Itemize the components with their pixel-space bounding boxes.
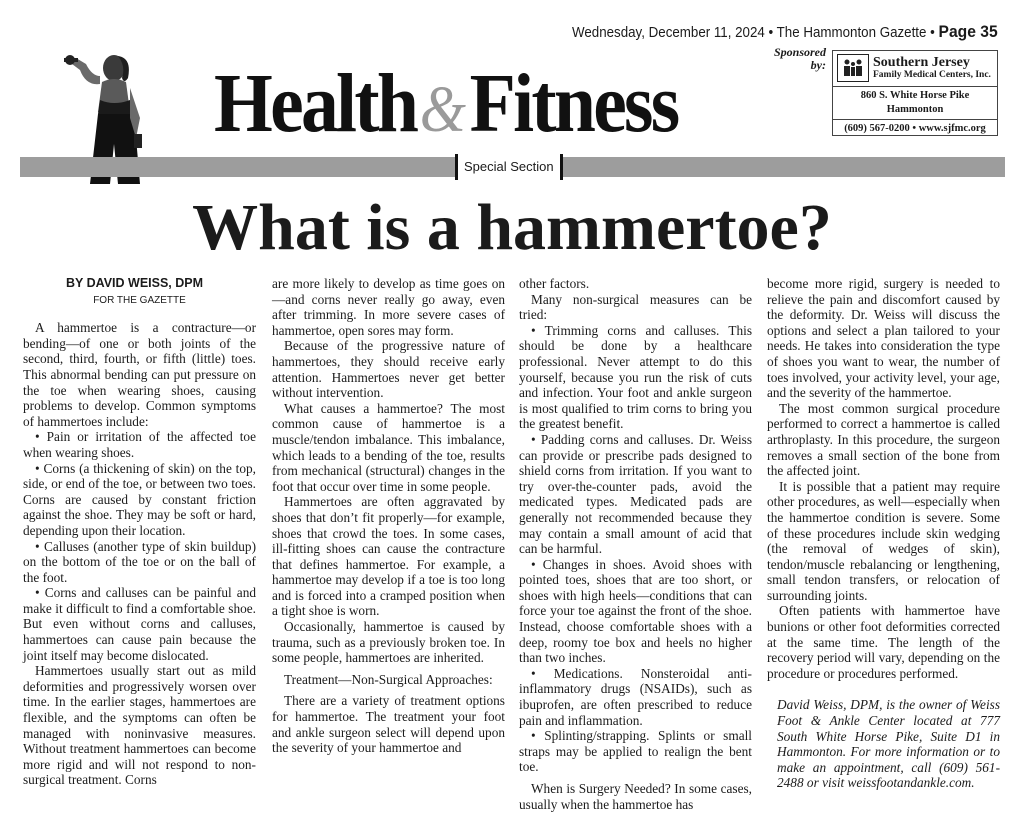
paragraph: become more rigid, surgery is needed to relieve the pain and discomfort caused by the deformity. Dr. Weiss will discuss the options and select a plan tailored to your needs. He takes into consideration the type of shoes you want to wear, the number of toes involved, your activity level, your age, and the severity of the hammertoe. [767,276,1000,401]
paragraph: Many non-surgical measures can be tried: [519,291,752,323]
article-byline: BY DAVID WEISS, DPM [65,276,204,290]
paragraph: A hammertoe is a contracture—or bending—of one or both joints of the second, third, fourth, or fifth (little) toes. This abnormal bending can put pressure on the toe when wearing shoes, causing problems to develop. Common symptoms of hammertoes include: [23,320,256,429]
section-masthead [214,57,678,150]
subhead-surgery: When is Surgery Needed? In some cases, usually when the hammertoe has [519,781,752,812]
paragraph: • Splinting/strapping. Splints or small straps may be applied to realign the bent toe. [519,728,752,775]
article-column-1 [23,276,256,788]
paragraph: Hammertoes usually start out as mild deformities and progressively worsen over time. In the earlier stages, hammertoes are flexible, and the symptoms can often be managed with noninvasive measures. Without treatment hammertoes can become more rigid and will not respond to non-surgical treatment. Corns [23,663,256,788]
paragraph: There are a variety of treatment options for hammertoe. The treatment your foot and ankle surgeon select will depend upon the severity of your hammertoe and [272,693,505,756]
sponsor-ad-box [832,50,998,136]
paragraph: The most common surgical procedure performed to correct a hammertoe is called arthroplasty. In this procedure, the surgeon removes a small section of the bone from the affected joint. [767,400,1000,479]
article-column-2 [272,276,505,756]
sponsor-city: Hammonton [886,104,944,115]
article-headline: What is a hammertoe? [192,191,832,264]
paragraph: • Pain or irritation of the affected toe when wearing shoes. [23,429,256,460]
masthead-word-health: Health [214,57,417,150]
paragraph: • Trimming corns and calluses. This should be done by a healthcare professional. Never attempt to do this yourself, because you run the risk of cuts and infection. Your foot and ankle surgeon is most qualified to trim corns to bring you the greatest benefit. [519,322,752,432]
paragraph: • Corns and calluses can be painful and make it difficult to find a comfortable shoe. But even without corns and calluses, hammertoes can cause pain because the joint itself may become dislocated. [23,585,256,663]
article-column-4 [767,276,1000,791]
sponsor-logo [833,51,997,84]
paragraph: • Medications. Nonsteroidal anti-inflammatory drugs (NSAIDs), such as ibuprofen, are often prescribed to reduce pain and inflammation. [519,665,752,728]
page-folio [572,22,998,42]
paragraph: • Padding corns and calluses. Dr. Weiss can provide or prescribe pads designed to shield corns from irritation. If you want to try over-the-counter pads, avoid the medicated types. Medicated pads are generally not recommended because they may contain a small amount of acid that can be harmful. [519,431,752,557]
masthead-ampersand: & [419,73,466,146]
folio-date-paper: Wednesday, December 11, 2024 • The Hammonton Gazette • [572,25,936,41]
family-logo-icon [837,54,869,82]
subhead-treatment: Treatment—Non-Surgical Approaches: [284,671,493,687]
paragraph: Occasionally, hammertoe is caused by trauma, such as a previously broken toe. In some people, hammertoes are inherited. [272,619,505,666]
sponsor-subname: Family Medical Centers, Inc. [873,70,991,80]
sponsored-by-label [760,46,826,72]
sponsor-contact: (609) 567-0200 • www.sjfmc.org [844,123,986,134]
paragraph: other factors. [519,276,590,291]
article-byline-sub: FOR THE GAZETTE [93,294,186,306]
paragraph: Because of the progressive nature of hammertoes, they should receive early attention. Hammertoes never get better without intervention. [272,338,505,401]
sponsored-label-line1: Sponsored [773,45,826,59]
paragraph: Often patients with hammertoe have bunions or other foot deformities corrected at the same time. The length of the recovery period will vary, depending on the procedure or procedures performed. [767,603,1000,681]
sponsor-address: 860 S. White Horse Pike [860,90,970,101]
paragraph: • Changes in shoes. Avoid shoes with pointed toes, shoes that are too short, or shoes with high heels—conditions that can force your toe against the front of the shoe. Instead, choose comfortable shoes with a deep, roomy toe box and heels no higher than two inches. [519,556,752,666]
article-column-3 [519,276,752,812]
paragraph: What causes a hammertoe? The most common cause of hammertoe is a muscle/tendon imbalance. This imbalance, which leads to a bending of the toe, results from mechanical (structural) changes in the foot that occur over time in some people. [272,400,505,494]
author-bio: David Weiss, DPM, is the owner of Weiss Foot & Ankle Center located at 777 South White Horse Pike, Suite D1 in Hammonton. For more information or to make an appointment, call (609) 561-2488 or visit weissfootandankle.com. [777,697,1000,791]
paragraph: • Calluses (another type of skin buildup) on the bottom of the toe or on the ball of the foot. [23,538,256,585]
folio-page-number: Page 35 [938,22,998,41]
paragraph: are more likely to develop as time goes on—and corns never really go away, even after trimming. In more severe cases of hammertoe, open sores may form. [272,276,505,338]
paragraph: • Corns (a thickening of skin) on the top, side, or end of the toe, or between two toes. Corns are caused by constant friction against the shoe. They may be soft or hard, depending upon their location. [23,460,256,538]
masthead-word-fitness: Fitness [469,57,678,150]
paragraph: It is possible that a patient may require other procedures, as well—especially when the hammertoe condition is severe. Some of these procedures include skin wedging (the removal of wedges of skin), tendon/muscle rebalancing or lengthening, small tendon transfers, or relocation of surrounding joints. [767,478,1000,603]
paragraph: Hammertoes are often aggravated by shoes that don’t fit properly—for example, shoes that crowd the toes. In some cases, ill-fitting shoes can cause the contracture that defines hammertoe. For example, a hammertoe may develop if a toe is too long and is forced into a cramped position when a tight shoe is worn. [272,494,505,619]
sponsored-label-line2: by: [810,58,826,72]
sponsor-name: Southern Jersey [873,55,970,70]
special-section-label: Special Section [455,154,563,180]
